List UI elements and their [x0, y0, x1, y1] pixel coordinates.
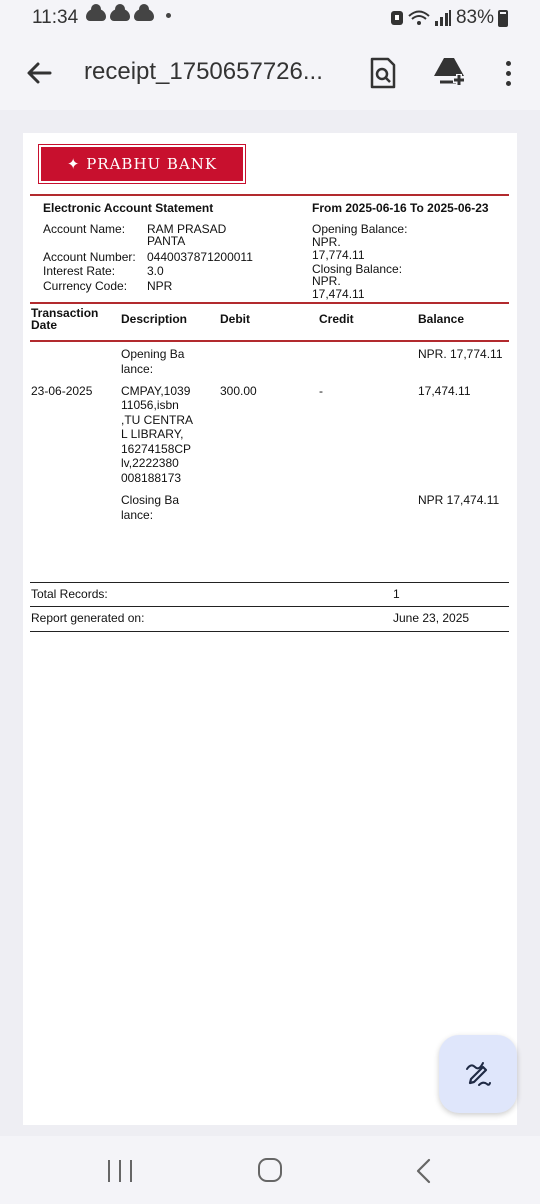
- divider: [30, 194, 509, 196]
- annotate-button[interactable]: [439, 1035, 517, 1113]
- divider: [30, 302, 509, 304]
- account-name-value: RAM PRASAD: [147, 222, 227, 236]
- system-icons: [390, 7, 508, 29]
- col-header-date-2: Date: [31, 318, 58, 332]
- row-description: lance:: [121, 508, 154, 522]
- search-in-document-icon[interactable]: [366, 56, 400, 90]
- row-description: Opening Ba: [121, 347, 185, 361]
- opening-balance-label: Opening Balance:: [312, 222, 408, 236]
- row-description: 16274158CP: [121, 442, 192, 456]
- nav-back-icon[interactable]: [412, 1158, 436, 1184]
- prabhu-bank-logo: ✦ PRABHU BANK: [39, 145, 245, 183]
- account-name-label: Account Name:: [43, 222, 126, 236]
- divider: [30, 606, 509, 607]
- report-generated-label: Report generated on:: [31, 611, 145, 625]
- opening-balance-currency: NPR.: [312, 235, 341, 249]
- cloud-icon: [86, 9, 106, 21]
- divider: [30, 631, 509, 632]
- row-balance: 17,474.11: [418, 384, 471, 398]
- document-page: [23, 133, 517, 1125]
- more-notifications-icon: [166, 13, 171, 18]
- report-generated-value: June 23, 2025: [393, 611, 470, 625]
- row-debit: 300.00: [220, 384, 257, 398]
- row-description: ,TU CENTRA: [121, 413, 193, 427]
- col-header-date: Transaction: [31, 306, 99, 320]
- total-records-value: 1: [393, 587, 400, 601]
- divider: [30, 582, 509, 583]
- battery-percent: 83%: [455, 7, 494, 28]
- recents-icon[interactable]: [108, 1160, 132, 1182]
- closing-balance-currency: NPR.: [312, 274, 341, 288]
- notification-icons: [86, 9, 171, 21]
- statement-period: From 2025-06-16 To 2025-06-23: [312, 201, 489, 215]
- add-to-drive-icon[interactable]: [432, 54, 468, 90]
- home-icon[interactable]: [258, 1158, 282, 1182]
- col-header-description: Description: [121, 312, 188, 326]
- col-header-debit: Debit: [220, 312, 250, 326]
- interest-rate-label: Interest Rate:: [43, 264, 116, 278]
- total-records-label: Total Records:: [31, 587, 108, 601]
- cloud-icon: [134, 9, 154, 21]
- row-balance: NPR. 17,774.11: [418, 347, 503, 361]
- account-number-value: 0440037871200011: [147, 250, 253, 264]
- wifi-icon: [408, 9, 430, 27]
- closing-balance-label: Closing Balance:: [312, 262, 403, 276]
- account-number-label: Account Number:: [43, 250, 136, 264]
- battery-icon: [498, 10, 508, 27]
- cloud-icon: [110, 9, 130, 21]
- app-bar: [0, 36, 540, 110]
- document-title: receipt_1750657726...: [84, 58, 323, 85]
- more-options-icon[interactable]: [496, 56, 520, 90]
- col-header-balance: Balance: [418, 312, 465, 326]
- col-header-credit: Credit: [319, 312, 354, 326]
- back-arrow-icon[interactable]: [22, 56, 56, 90]
- row-description: L LIBRARY,: [121, 427, 184, 441]
- interest-rate-value: 3.0: [147, 264, 164, 278]
- row-description: CMPAY,1039: [121, 384, 191, 398]
- row-description: lv,2222380: [121, 456, 179, 470]
- currency-code-label: Currency Code:: [43, 279, 128, 293]
- row-balance: NPR 17,474.11: [418, 493, 500, 507]
- row-date: 23-06-2025: [31, 384, 93, 398]
- security-icon: [390, 10, 404, 26]
- currency-code-value: NPR: [147, 279, 173, 293]
- closing-balance-value: 17,474.11: [312, 287, 365, 301]
- statement-heading: Electronic Account Statement: [43, 201, 214, 215]
- navigation-bar: [0, 1136, 540, 1204]
- row-description: Closing Ba: [121, 493, 180, 507]
- signal-icon: [434, 9, 452, 27]
- row-description: 008188173: [121, 471, 182, 485]
- pen-icon: [463, 1059, 493, 1089]
- row-description: 11056,isbn: [121, 398, 179, 412]
- status-time: 11:34: [32, 7, 79, 28]
- status-bar: [0, 0, 540, 36]
- opening-balance-value: 17,774.11: [312, 248, 365, 262]
- row-description: lance:: [121, 362, 154, 376]
- row-credit: -: [319, 384, 323, 398]
- divider: [30, 340, 509, 342]
- account-name-value-2: PANTA: [147, 234, 186, 248]
